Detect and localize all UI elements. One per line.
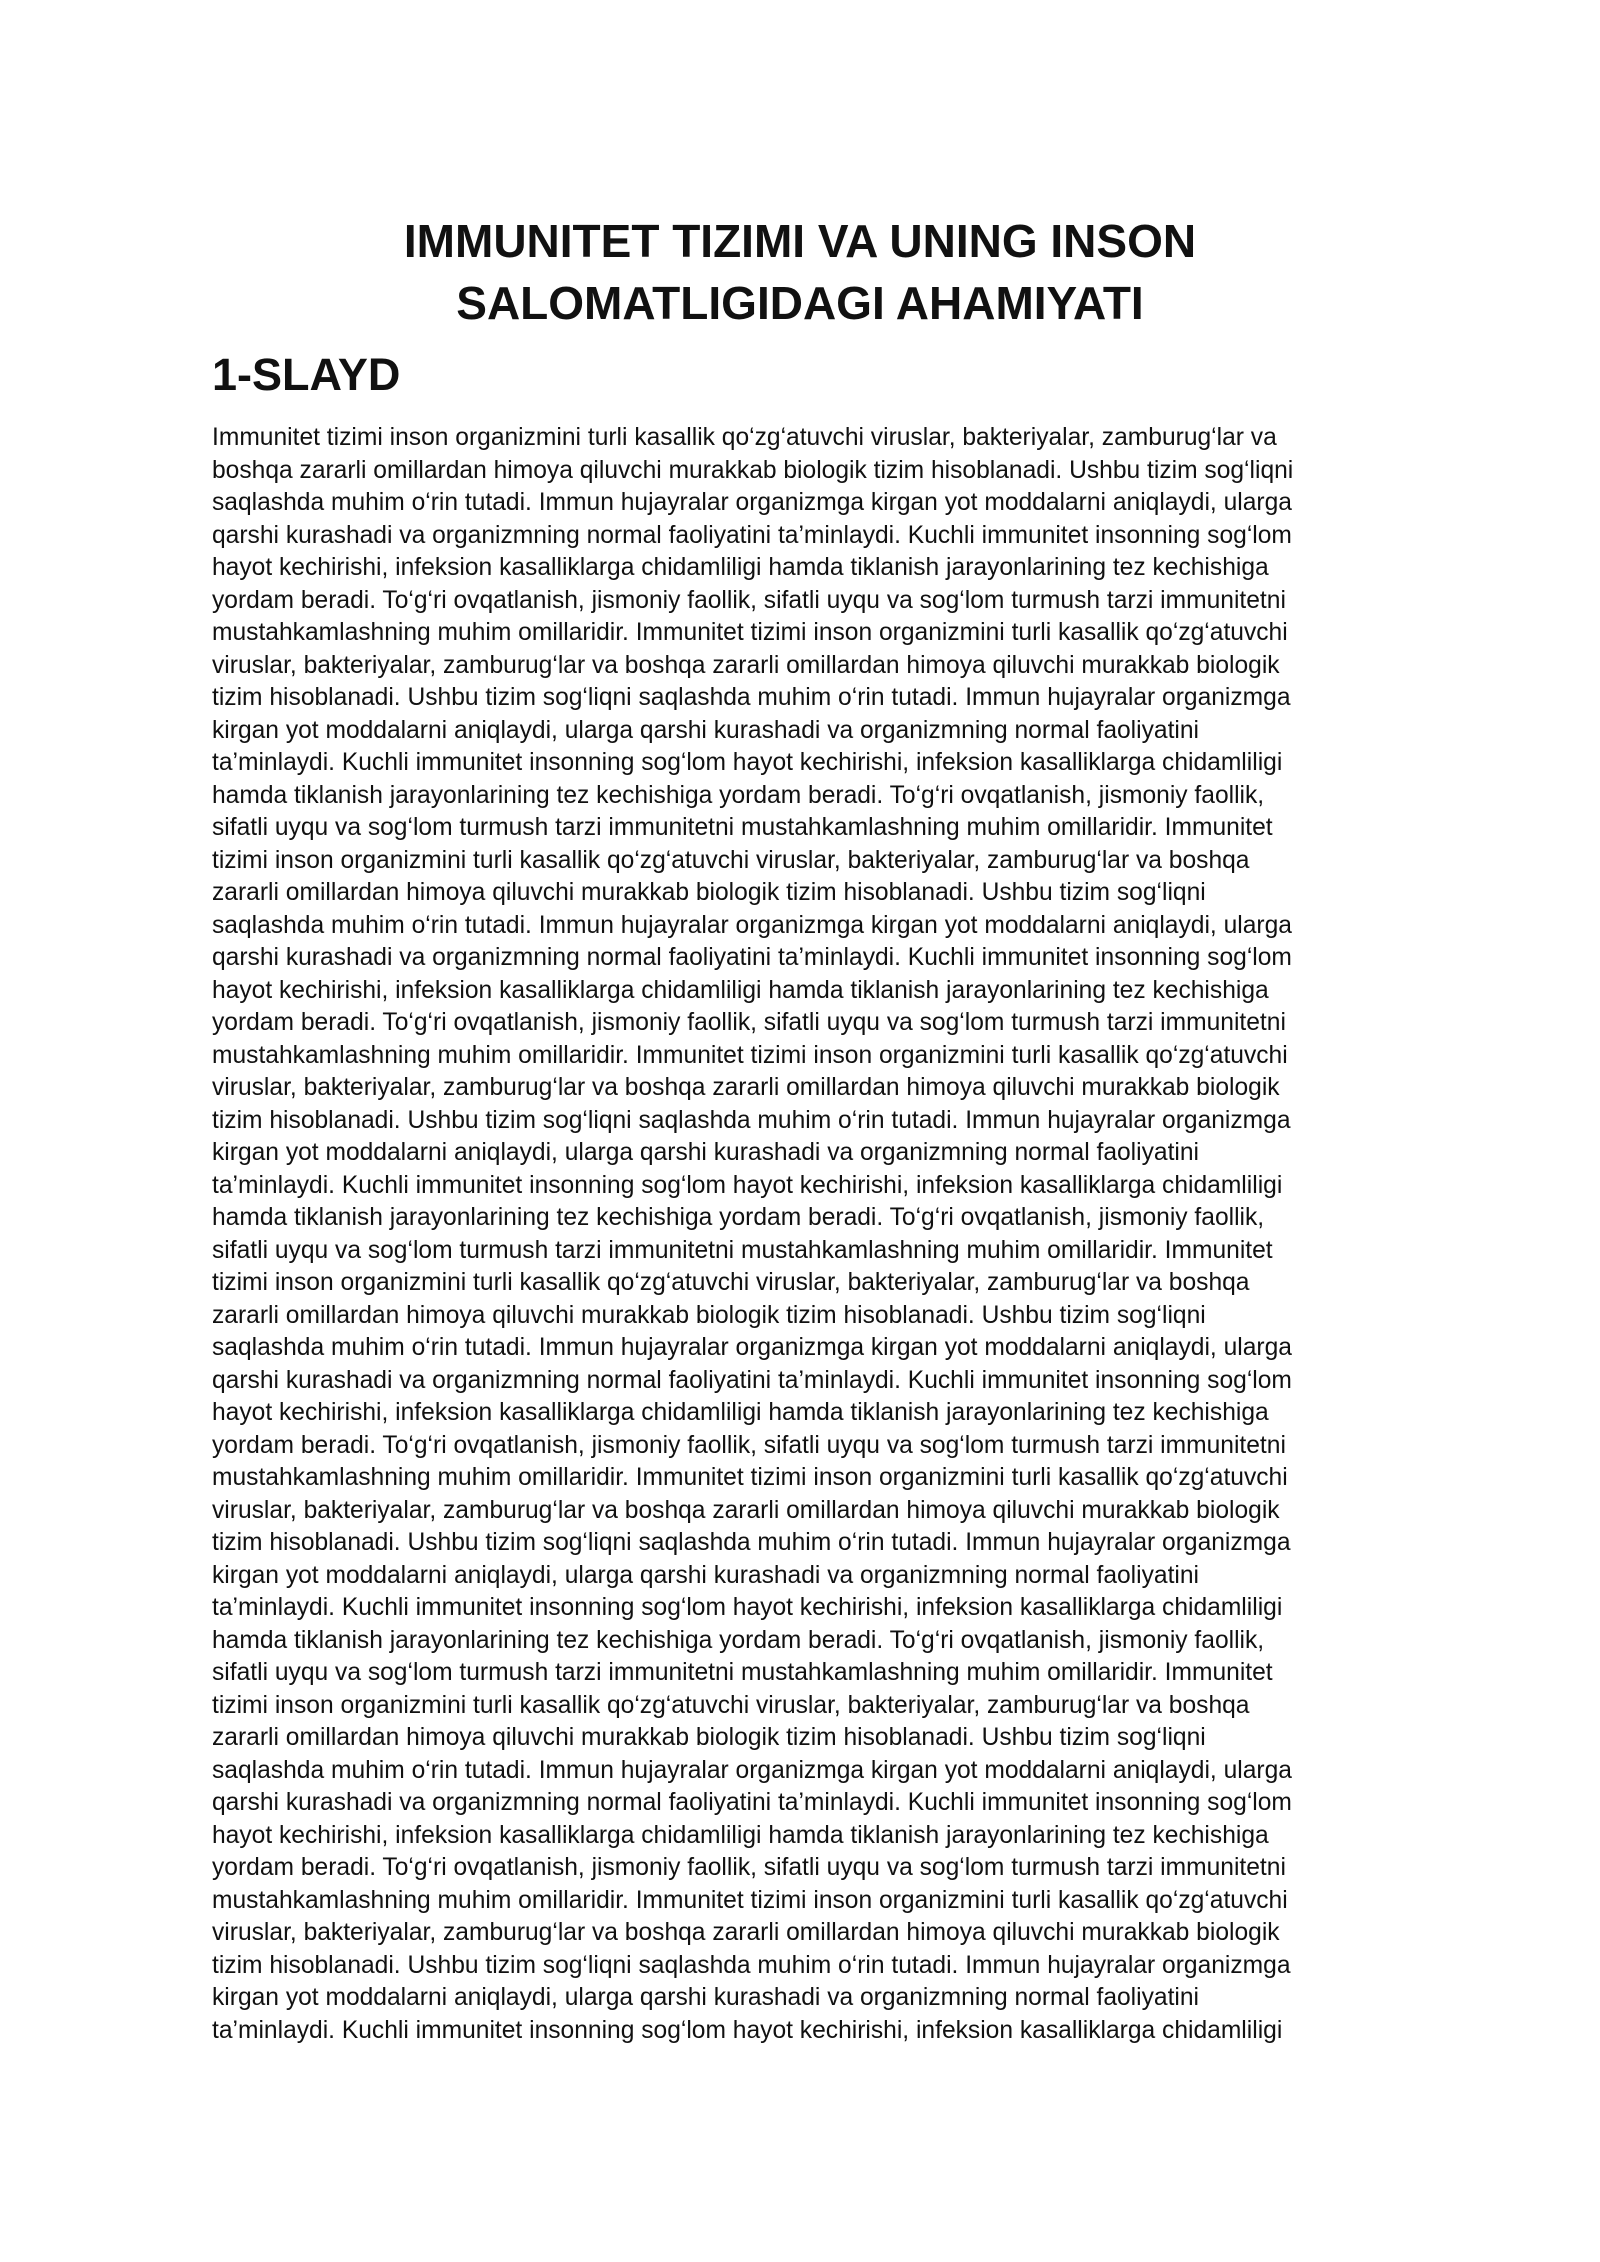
document-title — [212, 210, 1388, 334]
slide-heading: 1-SLAYD — [212, 349, 401, 400]
document-title-line-2: SALOMATLIGIDAGI AHAMIYATI — [456, 277, 1144, 329]
document-title-line-1: IMMUNITET TIZIMI VA UNING INSON — [403, 215, 1197, 267]
body-paragraph: Immunitet tizimi inson organizmini turli kasallik qo‘zg‘atuvchi viruslar, bakteriyalar, zamburug‘lar va boshqa zararli omillardan himoya qiluvchi murakkab biologik tizim hisoblanadi. Ushbu tizim sog‘liqni saqlashda muhim o‘rin tutadi. Immun hujayralar organizmga kirgan yot moddalarni aniqlaydi, ularga qarshi kurashadi va organizmning normal faoliyatini ta’minlaydi. Kuchli immunitet insonning sog‘lom hayot kechirishi, infeksion kasalliklarga chidamliligi hamda tiklanish jarayonlarining tez kechishiga yordam beradi. To‘g‘ri ovqatlanish, jismoniy faollik, sifatli uyqu va sog‘lom turmush tarzi immunitetni mustahkamlashning muhim omillaridir. Immunitet tizimi inson organizmini turli kasallik qo‘zg‘atuvchi viruslar, bakteriyalar, zamburug‘lar va boshqa zararli omillardan himoya qiluvchi murakkab biologik tizim hisoblanadi. Ushbu tizim sog‘liqni saqlashda muhim o‘rin tutadi. Immun hujayralar organizmga kirgan yot moddalarni aniqlaydi, ularga qarshi kurashadi va organizmning normal faoliyatini ta’minlaydi. Kuchli immunitet insonning sog‘lom hayot kechirishi, infeksion kasalliklarga chidamliligi hamda tiklanish jarayonlarining tez kechishiga yordam beradi. To‘g‘ri ovqatlanish, jismoniy faollik, sifatli uyqu va sog‘lom turmush tarzi immunitetni mustahkamlashning muhim omillaridir. Immunitet tizimi inson organizmini turli kasallik qo‘zg‘atuvchi viruslar, bakteriyalar, zamburug‘lar va boshqa zararli omillardan himoya qiluvchi murakkab biologik tizim hisoblanadi. Ushbu tizim sog‘liqni saqlashda muhim o‘rin tutadi. Immun hujayralar organizmga kirgan yot moddalarni aniqlaydi, ularga qarshi kurashadi va organizmning normal faoliyatini ta’minlaydi. Kuchli immunitet insonning sog‘lom hayot kechirishi, infeksion kasalliklarga chidamliligi hamda tiklanish jarayonlarining tez kechishiga yordam beradi. To‘g‘ri ovqatlanish, jismoniy faollik, sifatli uyqu va sog‘lom turmush tarzi immunitetni mustahkamlashning muhim omillaridir. Immunitet tizimi inson organizmini turli kasallik qo‘zg‘atuvchi viruslar, bakteriyalar, zamburug‘lar va boshqa zararli omillardan himoya qiluvchi murakkab biologik tizim hisoblanadi. Ushbu tizim sog‘liqni saqlashda muhim o‘rin tutadi. Immun hujayralar organizmga kirgan yot moddalarni aniqlaydi, ularga qarshi kurashadi va organizmning normal faoliyatini ta’minlaydi. Kuchli immunitet insonning sog‘lom hayot kechirishi, infeksion kasalliklarga chidamliligi hamda tiklanish jarayonlarining tez kechishiga yordam beradi. To‘g‘ri ovqatlanish, jismoniy faollik, sifatli uyqu va sog‘lom turmush tarzi immunitetni mustahkamlashning muhim omillaridir. Immunitet tizimi inson organizmini turli kasallik qo‘zg‘atuvchi viruslar, bakteriyalar, zamburug‘lar va boshqa zararli omillardan himoya qiluvchi murakkab biologik tizim hisoblanadi. Ushbu tizim sog‘liqni saqlashda muhim o‘rin tutadi. Immun hujayralar organizmga kirgan yot moddalarni aniqlaydi, ularga qarshi kurashadi va organizmning normal faoliyatini ta’minlaydi. Kuchli immunitet insonning sog‘lom hayot kechirishi, infeksion kasalliklarga chidamliligi hamda tiklanish jarayonlarining tez kechishiga yordam beradi. To‘g‘ri ovqatlanish, jismoniy faollik, sifatli uyqu va sog‘lom turmush tarzi immunitetni mustahkamlashning muhim omillaridir. Immunitet tizimi inson organizmini turli kasallik qo‘zg‘atuvchi viruslar, bakteriyalar, zamburug‘lar va boshqa zararli omillardan himoya qiluvchi murakkab biologik tizim hisoblanadi. Ushbu tizim sog‘liqni saqlashda muhim o‘rin tutadi. Immun hujayralar organizmga kirgan yot moddalarni aniqlaydi, ularga qarshi kurashadi va organizmning normal faoliyatini ta’minlaydi. Kuchli immunitet insonning sog‘lom hayot kechirishi, infeksion kasalliklarga chidamliligi hamda tiklanish jarayonlarining tez kechishiga yordam beradi. To‘g‘ri ovqatlanish, jismoniy faollik, sifatli uyqu va sog‘lom turmush tarzi immunitetni mustahkamlashning muhim omillaridir. Immunitet tizimi inson organizmini turli kasallik qo‘zg‘atuvchi viruslar, bakteriyalar, zamburug‘lar va boshqa zararli omillardan himoya qiluvchi murakkab biologik tizim hisoblanadi. Ushbu tizim sog‘liqni saqlashda muhim o‘rin tutadi. Immun hujayralar organizmga kirgan yot moddalarni aniqlaydi, ularga qarshi kurashadi va organizmning normal faoliyatini ta’minlaydi. Kuchli immunitet insonning sog‘lom hayot kechirishi, infeksion kasalliklarga chidamliligi hamda tiklanish jarayonlarining tez kechishiga yordam beradi. To‘g‘ri ovqatlanish, jismoniy faollik, sifatli uyqu va sog‘lom turmush tarzi immunitetni mustahkamlashning muhim omillaridir. Immunitet tizimi inson organizmini turli kasallik qo‘zg‘atuvchi viruslar, bakteriyalar, zamburug‘lar va boshqa zararli omillardan himoya qiluvchi murakkab biologik tizim hisoblanadi. Ushbu tizim sog‘liqni saqlashda muhim o‘rin tutadi. Immun hujayralar organizmga kirgan yot moddalarni aniqlaydi, ularga qarshi kurashadi va organizmning normal faoliyatini ta’minlaydi. Kuchli immunitet insonning sog‘lom hayot kechirishi, infeksion kasalliklarga chidamliligi — [212, 424, 1294, 2044]
